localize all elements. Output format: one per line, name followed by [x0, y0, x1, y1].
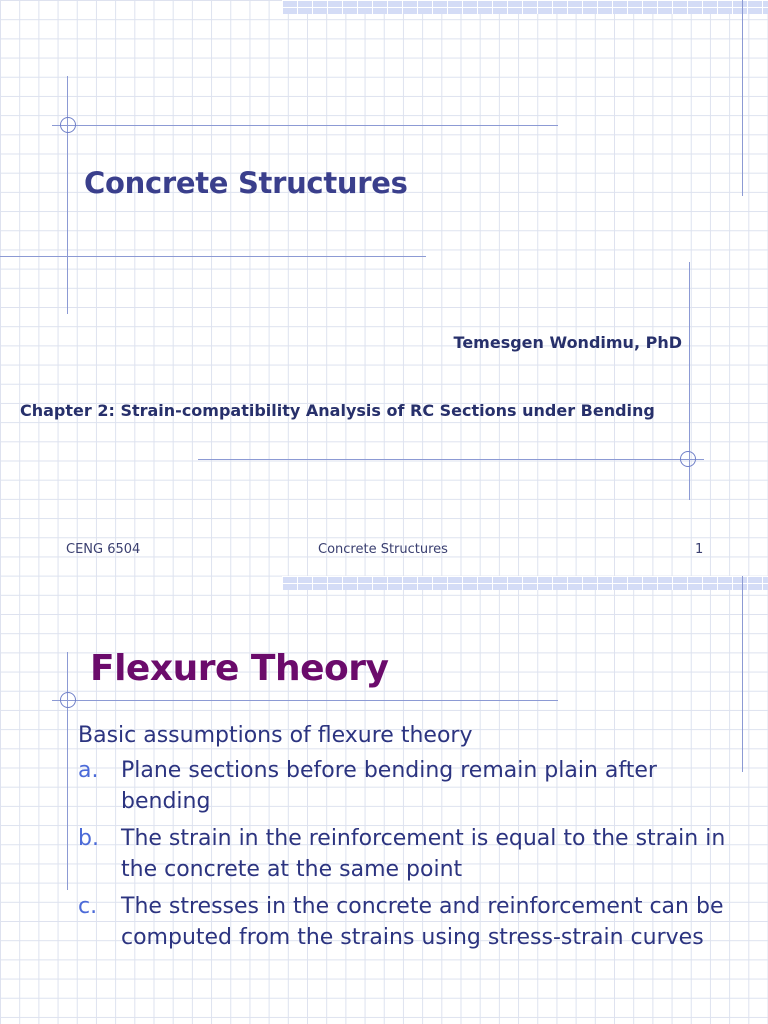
crosshair-icon	[60, 692, 76, 708]
decorative-line	[198, 459, 704, 460]
slide-title: Flexure Theory	[90, 648, 389, 689]
decorative-line	[52, 125, 558, 126]
footer-title: Concrete Structures	[318, 542, 448, 557]
footer-course: CENG 6504	[66, 542, 141, 557]
slide-2	[0, 576, 768, 1024]
crosshair-icon	[680, 451, 696, 467]
list-marker: a.	[78, 758, 99, 783]
decorative-line	[67, 76, 68, 314]
author-name: Temesgen Wondimu, PhD	[453, 333, 682, 352]
chapter-title: Chapter 2: Strain-compatibility Analysis of RC Sections under Bending	[20, 401, 655, 420]
intro-text: Basic assumptions of flexure theory	[78, 723, 473, 748]
page-number: 1	[695, 542, 704, 557]
crosshair-icon	[60, 117, 76, 133]
list-item	[78, 891, 728, 953]
decorative-band	[282, 576, 768, 590]
list-marker: b.	[78, 826, 99, 851]
decorative-line	[742, 576, 743, 772]
decorative-line	[0, 256, 426, 257]
decorative-line	[52, 700, 558, 701]
list-item-text: The strain in the reinforcement is equal to the strain in the concrete at the same point	[121, 826, 726, 882]
list-item	[78, 755, 728, 817]
list-item-text: The stresses in the concrete and reinforcement can be computed from the strains using stress-strain curves	[121, 894, 724, 950]
decorative-line	[742, 0, 743, 196]
decorative-band	[282, 0, 768, 14]
list-item	[78, 823, 728, 885]
decorative-line	[67, 652, 68, 890]
list-marker: c.	[78, 894, 98, 919]
slide-title: Concrete Structures	[84, 166, 408, 200]
slide-body	[78, 720, 728, 959]
list-item-text: Plane sections before bending remain plain after bending	[121, 758, 657, 814]
